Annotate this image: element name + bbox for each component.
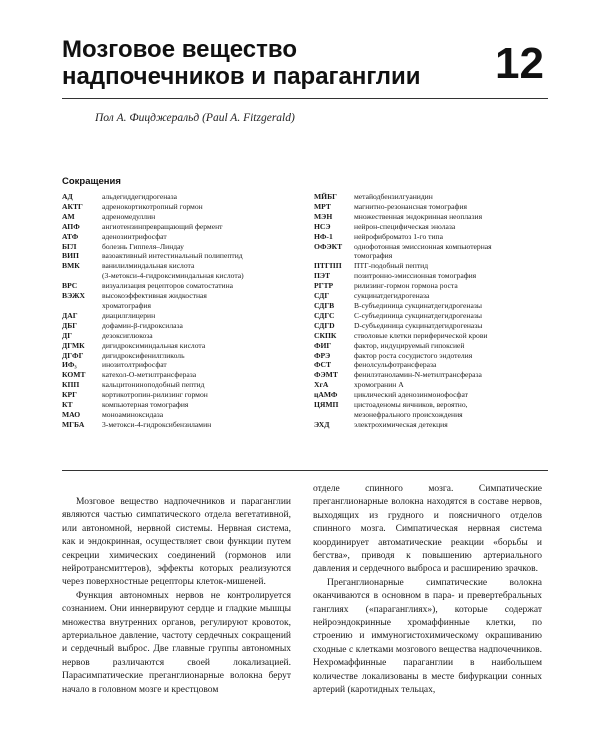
abbreviation-code: НСЭ [314,221,331,231]
abbreviation-code: МРТ [314,201,331,211]
abbreviation-definition: высокоэффективная жидкостная [102,291,207,301]
abbreviation-definition: метайодбензилгуанидин [354,192,433,201]
abbreviation-row [314,242,554,252]
abbreviation-code: РГТР [314,281,334,291]
body-paragraph: Функция автономных нервов не контролируется сознанием. Они иннервируют сердце и гладкие мышцы множества внутренних органов, регулируют кровоток, артериальное давление, частоту сердечных сокращений и сердечный выброс. Две главные группы автономных нервов различаются своей локализацией. Парасимпатические преганглионарные волокна берут начало в головном мозге и крестцовом [62,590,291,695]
abbreviation-code: МЙБГ [314,192,337,201]
abbreviation-definition: С-субъединица сукцинатдегидрогеназы [354,310,482,320]
abbreviation-row [62,202,307,212]
abbreviation-row [314,222,554,232]
abbreviation-code: ФЭМТ [314,370,338,380]
abbreviation-row [314,291,554,301]
abbreviation-definition: болезнь Гиппеля–Линдау [102,241,184,251]
abbreviation-code: ДБГ [62,320,78,330]
abbreviation-definition: дигидроксиминдальная кислота [102,340,206,350]
abbreviation-row [62,410,307,420]
abbreviation-code [314,410,354,420]
abbreviation-definition: цистоаденомы яичников, вероятно, [354,400,468,410]
abbreviation-row [314,360,554,370]
abbreviation-row [62,380,307,390]
abbreviation-row [62,341,307,351]
abbreviation-row [314,410,554,420]
abbreviation-definition: магнитно-резонансная томография [354,201,468,211]
abbreviation-code: АКТГ [62,201,83,211]
abbreviation-definition: моноаминоксидаза [102,409,164,419]
abbreviation-code [314,251,354,261]
abbreviation-code: АПФ [62,221,80,231]
abbreviation-code: ВМК [62,261,80,271]
abbreviation-definition: рилизинг-гормон гормона роста [354,281,458,291]
abbreviation-code: СДГС [314,310,335,320]
abbreviation-code: ПЭТ [314,271,331,281]
abbreviation-definition: однофотонная эмиссионная компьютерная [354,241,492,251]
abbreviation-definition: дофамин-β-гидроксилаза [102,320,183,330]
abbreviation-row [62,311,307,321]
abbreviation-code: МГБА [62,419,85,429]
abbreviation-row [314,271,554,281]
abbreviation-code: ВЭЖХ [62,291,86,301]
abbreviation-definition: кальцитониноподобный пептид [102,380,205,390]
abbreviation-code: СДГВ [314,300,335,310]
abbreviation-row [62,420,307,430]
abbreviations-left-column [62,192,307,430]
abbreviation-definition: 3-метокси-4-гидроксибензиламин [102,419,212,429]
abbreviation-row [62,271,307,281]
abbreviation-row [314,341,554,351]
abbreviation-code: МАО [62,409,81,419]
header-divider [62,98,548,99]
abbreviation-code: КТ [62,400,73,410]
abbreviation-row [62,321,307,331]
abbreviation-code [62,271,102,281]
abbreviation-row [62,251,307,261]
abbreviation-definition: аденозинтрифосфат [102,231,167,241]
body-paragraph: отделе спинного мозга. Симпатические преганглионарные волокна находятся в составе нервов, выходящих из грудного и поясничного отделов спинного мозга. Симпатическая нервная система координирует автоматические реакции «борьбы и бегства», приводя к повышению артериального давления и сердечного выброса и расширению зрачков. [313,484,542,575]
abbreviation-definition: множественная эндокринная неоплазия [354,211,483,221]
abbreviation-definition: фактор роста сосудистого эндотелия [354,350,473,360]
abbreviations-divider [62,470,548,471]
abbreviation-definition: ванилилминдальная кислота [102,261,195,271]
abbreviation-row [62,390,307,400]
abbreviation-definition: адренокортикотропный гормон [102,201,203,211]
body-paragraph: Преганглионарные симпатические волокна оканчиваются в основном в пара- и превертебральных ганглиях («параганглиях»), которые содержат нейроэндокринные хромаффинные клетки, по строению и иммуногистохимическому окрашиванию сходные с клетками мозгового вещества надпочечников. Нехромаффинные параганглии в наибольшем количестве локализованы в месте бифуркации сонных артерий (каротидных тельцах, [313,577,542,696]
abbreviation-row [62,222,307,232]
abbreviations-right-column [314,192,554,430]
abbreviation-row [62,291,307,301]
abbreviation-row [314,400,554,410]
abbreviation-definition: дигидроксифенилгликоль [102,350,185,360]
abbreviation-row [62,400,307,410]
abbreviation-definition: катехол-О-метилтрансфераза [102,370,197,380]
abbreviation-code: СДГD [314,320,335,330]
abbreviation-code: ФИГ [314,340,332,350]
abbreviation-definition: стволовые клетки периферической крови [354,330,488,340]
abbreviation-row [62,261,307,271]
abbreviation-code [62,301,102,311]
abbreviation-definition: мезонефрального происхождения [354,409,463,419]
abbreviation-code: АМ [62,211,75,221]
abbreviation-row [314,261,554,271]
abbreviation-row [62,242,307,252]
abbreviation-definition: фактор, индуцируемый гипоксией [354,340,465,350]
abbreviation-row [314,370,554,380]
abbreviation-definition: В-субъединица сукцинатдегидрогеназы [354,300,482,310]
abbreviation-row [314,192,554,202]
abbreviation-code: ВИП [62,251,79,261]
abbreviation-code: ХгА [314,380,329,390]
abbreviation-definition: хроматография [102,300,151,310]
abbreviation-code: цАМФ [314,390,338,400]
chapter-title-line-1: Мозговое вещество [62,36,297,63]
chapter-authors: Пол А. Фицджеральд (Paul A. Fitzgerald) [95,112,295,124]
abbreviation-code: ФСТ [314,360,332,370]
abbreviation-definition: электрохимическая детекция [354,419,448,429]
abbreviation-definition: ПТГ-подобный пептид [354,261,429,271]
abbreviation-code: КПП [62,380,80,390]
abbreviation-code: КОМТ [62,370,86,380]
abbreviation-definition: циклический аденозинмонофосфат [354,390,468,400]
abbreviation-row [62,281,307,291]
chapter-title [62,36,462,90]
body-paragraph: Мозговое вещество надпочечников и параганглии являются частью симпатического отдела вегетативной, или автономной, нервной системы. Нервная система, как и эндокринная, осуществляет свои функции путем секреции химических соединений (гормонов или нейротрансмиттеров), эффекты которых реализуются через поверхностные рецепторы клеток-мишеней. [62,497,291,588]
abbreviation-definition: компьютерная томография [102,400,189,410]
abbreviation-definition: диацилглицерин [102,310,156,320]
abbreviation-row [62,212,307,222]
abbreviation-definition: сукцинатдегидрогеназа [354,291,430,301]
body-right-column [313,483,542,698]
abbreviation-row [314,212,554,222]
abbreviation-definition: вазоактивный интестинальный полипептид [102,251,243,261]
abbreviation-code: БГЛ [62,241,77,251]
abbreviation-row [314,301,554,311]
abbreviation-definition: альдегиддегидрогеназа [102,192,178,201]
abbreviation-row [314,420,554,430]
abbreviation-definition: фенолсульфотрансфераза [354,360,437,370]
abbreviation-code: СДГ [314,291,330,301]
abbreviation-code: КРГ [62,390,77,400]
abbreviation-definition: ангиотензинпревращающий фермент [102,221,223,231]
abbreviation-row [62,360,307,370]
abbreviation-definition: D-субъединица сукцинатдегидрогеназы [354,320,483,330]
abbreviation-code: ДГ [62,330,73,340]
abbreviation-row [62,351,307,361]
abbreviation-code: ЭХД [314,419,330,429]
abbreviation-row [314,380,554,390]
abbreviation-definition: фенилэтаноламин-N-метилтрансфераза [354,370,482,380]
abbreviation-definition: хромогранин А [354,380,404,390]
abbreviation-code: МЭН [314,211,333,221]
abbreviation-row [62,192,307,202]
chapter-number: 12 [495,39,544,88]
abbreviation-definition: томография [354,251,393,261]
chapter-title-line-2: надпочечников и параганглии [62,63,421,90]
abbreviation-row [314,251,554,261]
abbreviation-code: ИФ₃ [62,360,77,370]
abbreviation-definition: нейрон-специфическая энолаза [354,221,456,231]
abbreviation-row [314,311,554,321]
abbreviation-definition: нейрофиброматоз 1-го типа [354,231,443,241]
abbreviation-code: ВРС [62,281,78,291]
abbreviation-code: СКПК [314,330,337,340]
abbreviation-definition: визуализация рецепторов соматостатина [102,281,234,291]
abbreviation-code: ЦЯМП [314,400,339,410]
abbreviation-code: ПТГПП [314,261,342,271]
abbreviation-row [314,390,554,400]
abbreviation-row [314,202,554,212]
abbreviation-code: ДАГ [62,310,78,320]
abbreviation-code: ФРЭ [314,350,331,360]
abbreviation-definition: адреномедуллин [102,211,156,221]
abbreviation-row [314,351,554,361]
abbreviation-code: АД [62,192,73,201]
abbreviation-row [62,370,307,380]
abbreviation-row [314,281,554,291]
abbreviation-code: ДГФГ [62,350,84,360]
abbreviations-heading: Сокращения [62,176,121,187]
abbreviation-code: НФ-1 [314,231,333,241]
abbreviation-row [62,331,307,341]
abbreviation-row [314,321,554,331]
abbreviation-code: ОФЭКТ [314,241,343,251]
abbreviation-row [62,232,307,242]
abbreviation-row [314,331,554,341]
abbreviation-code: АТФ [62,231,79,241]
abbreviation-definition: (3-метокси-4-гидроксиминдальная кислота) [102,271,244,281]
abbreviation-definition: дезоксиглюкоза [102,330,153,340]
abbreviation-definition: кортикотропин-рилизинг гормон [102,390,208,400]
abbreviation-row [314,232,554,242]
abbreviation-code: ДГМК [62,340,85,350]
abbreviation-definition: позитронно-эмиссионная томография [354,271,477,281]
abbreviation-definition: инозитолтрифосфат [102,360,167,370]
body-left-column [62,496,291,697]
abbreviation-row [62,301,307,311]
